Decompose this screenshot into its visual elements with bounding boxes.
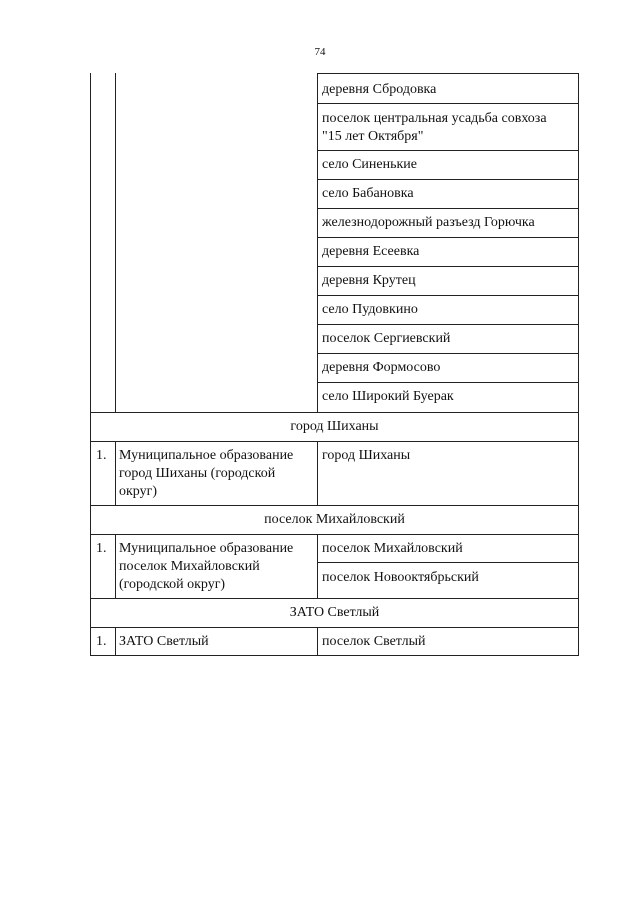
- settlement-cell: поселок Сергиевский: [322, 331, 451, 346]
- row-number: 1.: [96, 634, 107, 649]
- row-border: [317, 562, 579, 563]
- row-border: [317, 353, 579, 354]
- settlement-cell: село Широкий Буерак: [322, 389, 454, 404]
- table-border-bottom: [90, 655, 579, 656]
- row-number: 1.: [96, 448, 107, 463]
- municipality-cell: Муниципальное образование поселок Михайловский (городской округ): [119, 541, 294, 592]
- column-divider-number: [115, 441, 116, 505]
- section-header: поселок Михайловский: [264, 512, 405, 527]
- settlement-cell: поселок Новооктябрьский: [322, 570, 479, 585]
- row-border: [317, 295, 579, 296]
- section-header: ЗАТО Светлый: [289, 605, 380, 620]
- row-border: [317, 103, 579, 104]
- section-border: [90, 598, 579, 599]
- row-border: [317, 237, 579, 238]
- settlement-cell: село Синенькие: [322, 157, 418, 172]
- section-border: [90, 412, 579, 413]
- column-divider-settlement: [317, 73, 318, 412]
- row-border: [317, 73, 579, 74]
- page-number: 74: [314, 46, 326, 58]
- section-border: [90, 505, 579, 506]
- section-border: [90, 441, 579, 442]
- row-border: [317, 179, 579, 180]
- municipality-cell: Муниципальное образование город Шиханы (городской округ): [119, 448, 294, 499]
- settlement-cell: деревня Крутец: [322, 273, 416, 288]
- table-border-left: [90, 73, 91, 655]
- settlement-cell: поселок центральная усадьба совхоза "15 лет Октября": [322, 111, 547, 144]
- table-border-right: [578, 73, 579, 655]
- section-border: [90, 534, 579, 535]
- section-border: [90, 627, 579, 628]
- municipality-cell: ЗАТО Светлый: [119, 634, 209, 649]
- row-border: [317, 382, 579, 383]
- settlement-cell: поселок Михайловский: [322, 541, 463, 556]
- column-divider-settlement: [317, 441, 318, 505]
- settlement-cell: железнодорожный разъезд Горючка: [322, 215, 535, 230]
- settlement-cell: деревня Есеевка: [322, 244, 420, 259]
- column-divider-settlement: [317, 534, 318, 598]
- settlement-cell: деревня Формосово: [322, 360, 441, 375]
- settlement-cell: деревня Сбродовка: [322, 82, 437, 97]
- settlement-cell: поселок Светлый: [322, 634, 426, 649]
- settlement-cell: село Пудовкино: [322, 302, 418, 317]
- row-border: [317, 208, 579, 209]
- row-border: [317, 150, 579, 151]
- column-divider-number: [115, 534, 116, 598]
- column-divider-settlement: [317, 627, 318, 655]
- column-divider-number: [115, 627, 116, 655]
- settlement-cell: село Бабановка: [322, 186, 414, 201]
- row-border: [317, 324, 579, 325]
- row-number: 1.: [96, 541, 107, 556]
- column-divider-number: [115, 73, 116, 412]
- row-border: [317, 266, 579, 267]
- section-header: город Шиханы: [290, 419, 379, 434]
- settlement-cell: город Шиханы: [322, 448, 411, 463]
